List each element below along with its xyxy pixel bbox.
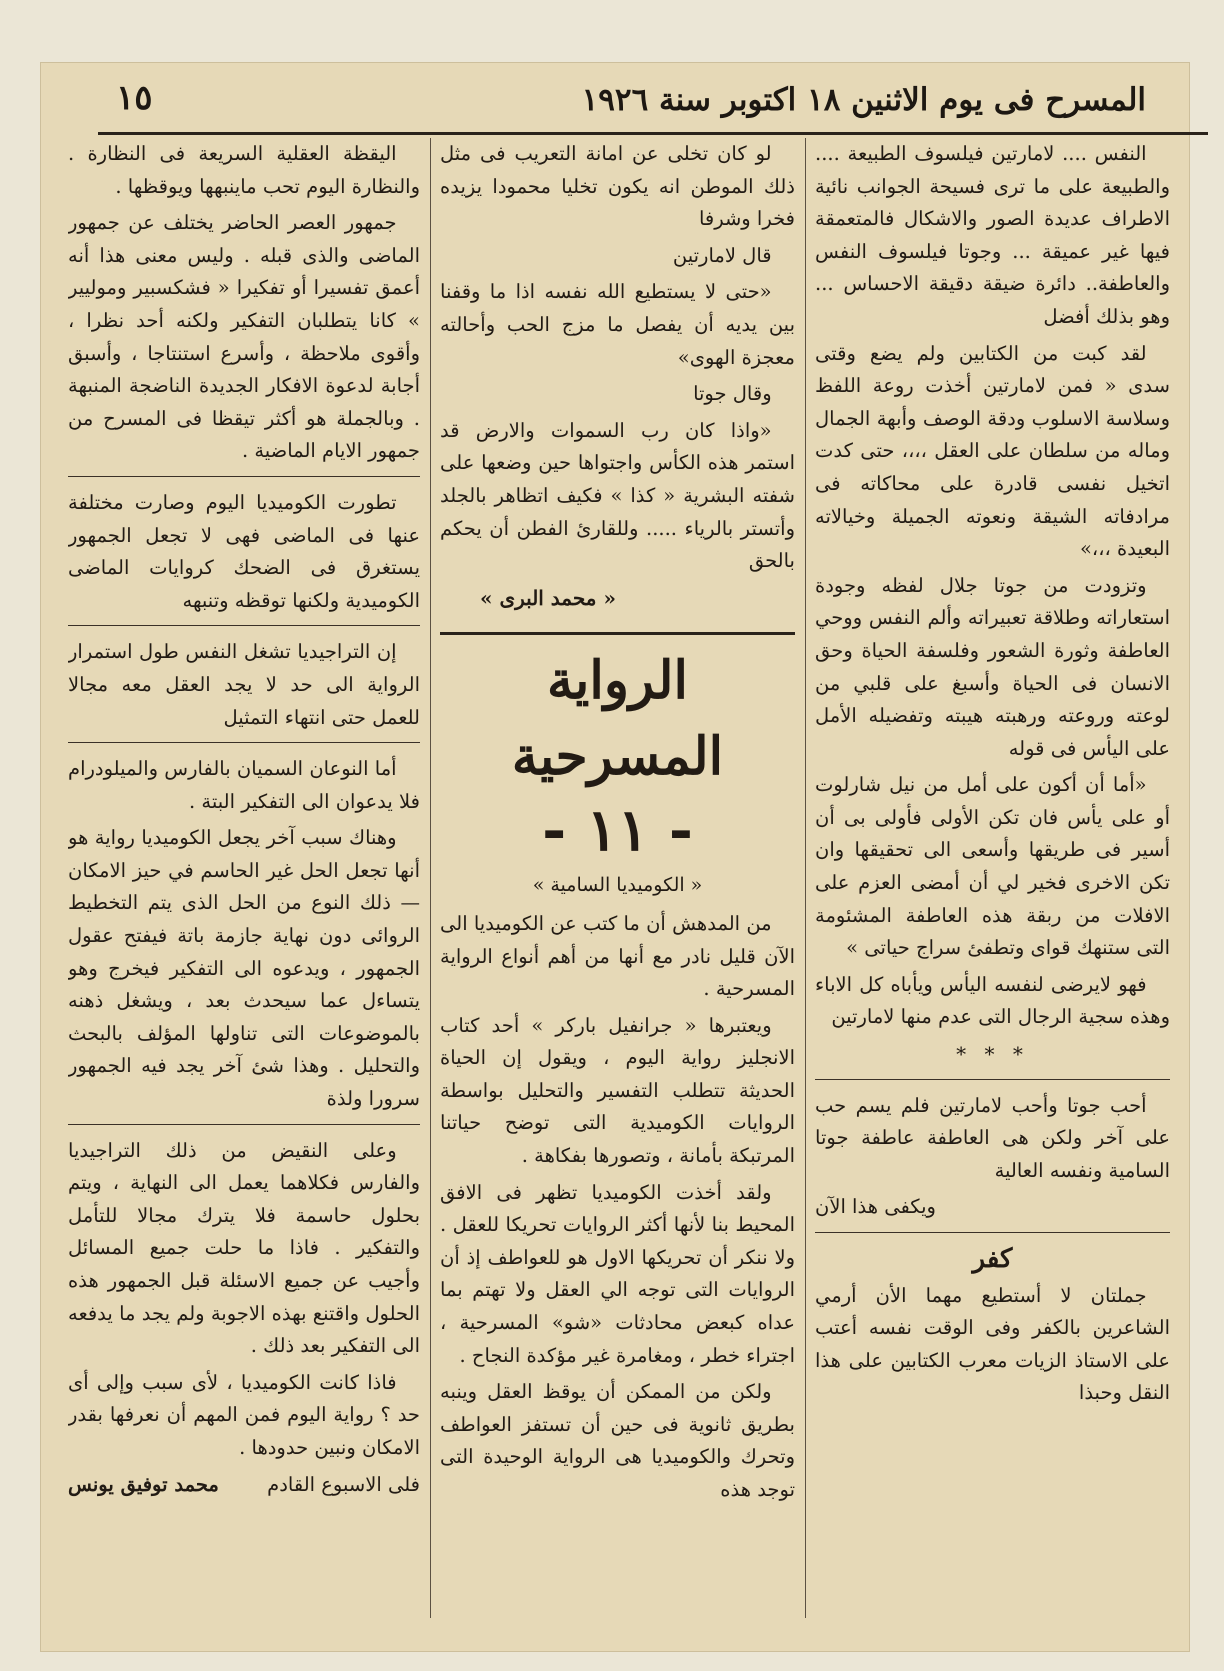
separator-rule bbox=[68, 1124, 420, 1125]
section-stars: * * * bbox=[956, 1042, 1029, 1067]
paragraph: وعلى النقيض من ذلك التراجيديا والفارس فكلاهما يعمل الى النهاية ، ويتم بحلول حاسمة فلا يترك مجالا للتأمل والتفكير . فاذا ما حلت جميع المسائل وأجيب عن جميع الاسئلة قبل الجمهور هذه الحلول واقتنع بهذه الاجوبة ولم يجد ما يدفعه الى التفكير بعد ذلك . bbox=[68, 1138, 420, 1358]
column-divider bbox=[805, 138, 806, 1618]
column-left bbox=[68, 138, 420, 1618]
paragraph: وتزودت من جوتا جلال لفظه وجودة استعاراته وطلاقة تعبيراته وألم النفس ووحي العاطفة وثورة الشعور وفلسفة الحياة وحق الانسان فى الحياة وأسبغ على قلبي من لوعته وروعته ورهبته هيبته وتفضيله الأمل على اليأس فى قوله bbox=[815, 573, 1170, 760]
quote-paragraph: «حتى لا يستطيع الله نفسه اذا ما وقفنا بين يديه أن يفصل ما مزج الحب وأحالته معجزة الهوى» bbox=[440, 280, 795, 369]
page-title: المسرح فى يوم الاثنين ١٨ اكتوبر سنة ١٩٢٦ bbox=[581, 82, 1146, 118]
section-heading: كفر bbox=[972, 1244, 1013, 1274]
separator-rule bbox=[815, 1079, 1170, 1080]
article-title: الرواية المسرحية bbox=[511, 650, 724, 788]
paragraph: فهو لايرضى لنفسه اليأس ويأباه كل الاباء وهذه سجية الرجال التى عدم منها لامارتين bbox=[815, 972, 1170, 1029]
separator-rule bbox=[68, 476, 420, 477]
paragraph: ويعتبرها « جرانفيل باركر » أحد كتاب الانجليز رواية اليوم ، ويقول إن الحياة الحديثة تتطلب التفسير والتحليل بواسطة الروايات الكوميدية التى توضح حياتنا المرتبكة بأمانة ، وتصورها بفكاهة . bbox=[440, 1013, 795, 1168]
article-number: - ١١ - bbox=[542, 796, 693, 865]
paragraph: إن التراجيديا تشغل النفس طول استمرار الرواية الى حد لا يجد العقل معه مجالا للعمل حتى انتهاء التمثيل bbox=[68, 640, 420, 729]
paragraph: اليقظة العقلية السريعة فى النظارة . والنظارة اليوم تحب ماينبهها ويوقظها . bbox=[68, 142, 420, 198]
paragraph: ولقد أخذت الكوميديا تظهر فى الافق المحيط بنا لأنها أكثر الروايات تحريكا للعقل . ولا ننكر أن تحريكها الاول هو للعواطف إذ أن الروايات التى توجه الي العقل ولا تهتم بما عداه كبعض محادثات «شو» المسرحية ، اجتراء خطر ، ومغامرة غير مؤكدة النجاح . bbox=[440, 1180, 795, 1367]
paragraph: لو كان تخلى عن امانة التعريب فى مثل ذلك الموطن انه يكون تخليا محمودا يزيده فخرا وشرفا bbox=[440, 142, 795, 231]
paragraph: من المدهش أن ما كتب عن الكوميديا الى الآن قليل نادر مع أنها من أهم أنواع الرواية المسرحية . bbox=[440, 911, 795, 1001]
separator-rule bbox=[68, 742, 420, 743]
paragraph: أحب جوتا وأحب لامارتين فلم يسم حب على آخر ولكن هى العاطفة عاطفة جوتا السامية ونفسه العالية bbox=[815, 1093, 1170, 1182]
paragraph: ولكن من الممكن أن يوقظ العقل وينبه بطريق ثانوية فى حين أن تستفز العواطف وتحرك والكوميديا هى الرواية الوحيدة التى توجد هذه bbox=[440, 1380, 795, 1501]
paragraph-end: ويكفى هذا الآن bbox=[815, 1195, 936, 1219]
column-divider bbox=[430, 138, 431, 1618]
header-rule bbox=[98, 132, 1208, 135]
masthead bbox=[40, 78, 1190, 130]
page-number: ١٥ bbox=[116, 78, 153, 118]
paragraph: جملتان لا أستطيع مهما الأن أرمي الشاعرين بالكفر وفى الوقت نفسه أعتب على الاستاذ الزيات معرب الكتابين على هذا النقل وحبذا bbox=[815, 1283, 1170, 1405]
paragraph: النفس .... لامارتين فيلسوف الطبيعة .... والطبيعة على ما ترى فسيحة الجوانب نائية الاطراف عديدة الصور والاشكال فالمتعمقة فيها غير عميقة ... وجوتا فيلسوف النفس والعاطفة.. دائرة ضيقة دقيقة الاحساس ... وهو بذلك أفضل bbox=[815, 142, 1170, 328]
paragraph: لقد كبت من الكتابين ولم يضع وقتى سدى « فمن لامارتين أخذت روعة اللفظ وسلاسة الاسلوب ودقة الوصف وأبهة الجمال وماله من سلطان على العقل ،،،، حتى كدت اتخيل نفسى قادرة على محاكاته فى مرادفاته الشيقة ونعوته الجميلة وخيالاته البعيدة ،،،» bbox=[815, 341, 1170, 561]
article-subtitle: « الكوميديا السامية » bbox=[532, 874, 703, 897]
paragraph: فاذا كانت الكوميديا ، لأى سبب وإلى أى حد ؟ رواية اليوم فمن المهم أن نعرفها بقدر الامكان ونبين حدودها . bbox=[68, 1370, 420, 1459]
author-signature: « محمد البرى » bbox=[480, 585, 616, 610]
paragraph: أما النوعان السميان بالفارس والميلودرام فلا يدعوان الى التفكير البتة . bbox=[68, 757, 420, 813]
continued-note: فلى الاسبوع القادم bbox=[267, 1472, 420, 1496]
separator-rule bbox=[815, 1232, 1170, 1233]
quote-paragraph: «أما أن أكون على أمل من نيل شارلوت أو على يأس فان تكن الأولى فأولى بى أن أسير فى طريقها وأسعى الى تحقيقها وان تكن الاخرى فخير لي أن أمضى العزم على الافلات من ربقة هذه العاطفة المشئومة التى ستنهك قواى وتطفئ سراج حياتى » bbox=[815, 773, 1170, 960]
author-signature: محمد توفيق يونس bbox=[68, 1472, 219, 1496]
paragraph: تطورت الكوميديا اليوم وصارت مختلفة عنها فى الماضى فهى لا تجعل الجمهور يستغرق فى الضحك كروايات الماضى الكوميدية ولكنها توقظه وتنبهه bbox=[68, 490, 420, 612]
paragraph: وقال جوتا bbox=[693, 382, 772, 406]
quote-paragraph: «واذا كان رب السموات والارض قد استمر هذه الكأس واجتواها حين وضعها على شفته البشرية « كذا » فكيف اتظاهر بالجلد وأتستر بالرياء ..... وللقارئ الفطن أن يحكم بالحق bbox=[440, 418, 795, 573]
paragraph: جمهور العصر الحاضر يختلف عن جمهور الماضى والذى قبله . وليس معنى هذا أنه أعمق تفسيرا أو تفكيرا « فشكسبير وموليير » كانا يتطلبان التفكير ولكنه أحد نظرا ، وأقوى ملاحظة ، وأسرع استنتاجا ، وأسبق أجابة لدعوة الافكار الجديدة الناضجة المنبهة . وبالجملة هو أكثر تيقظا فى المسرح من جمهور الايام الماضية . bbox=[68, 211, 420, 463]
paragraph: وهناك سبب آخر يجعل الكوميديا رواية هو أنها تجعل الحل غير الحاسم في حيز الامكان — ذلك النوع من الحل الذى يتم التخطيط الروائى دون نهاية جازمة باتة فيفتح عقول الجمهور ، ويدعوه الى التفكير فيخرج وهو يتساءل عما سيحدث بعد ، ويشغل ذهنه بالموضوعات التى تناولها المؤلف بالبحث والتحليل . وهذا شئ آخر يجد فيه الجمهور سرورا ولذة bbox=[68, 826, 420, 1111]
article-separator bbox=[440, 632, 795, 635]
paragraph: قال لامارتين bbox=[672, 243, 772, 267]
separator-rule bbox=[68, 625, 420, 626]
column-middle bbox=[440, 138, 795, 1618]
column-right bbox=[815, 138, 1170, 1618]
article-footer bbox=[68, 1469, 420, 1502]
